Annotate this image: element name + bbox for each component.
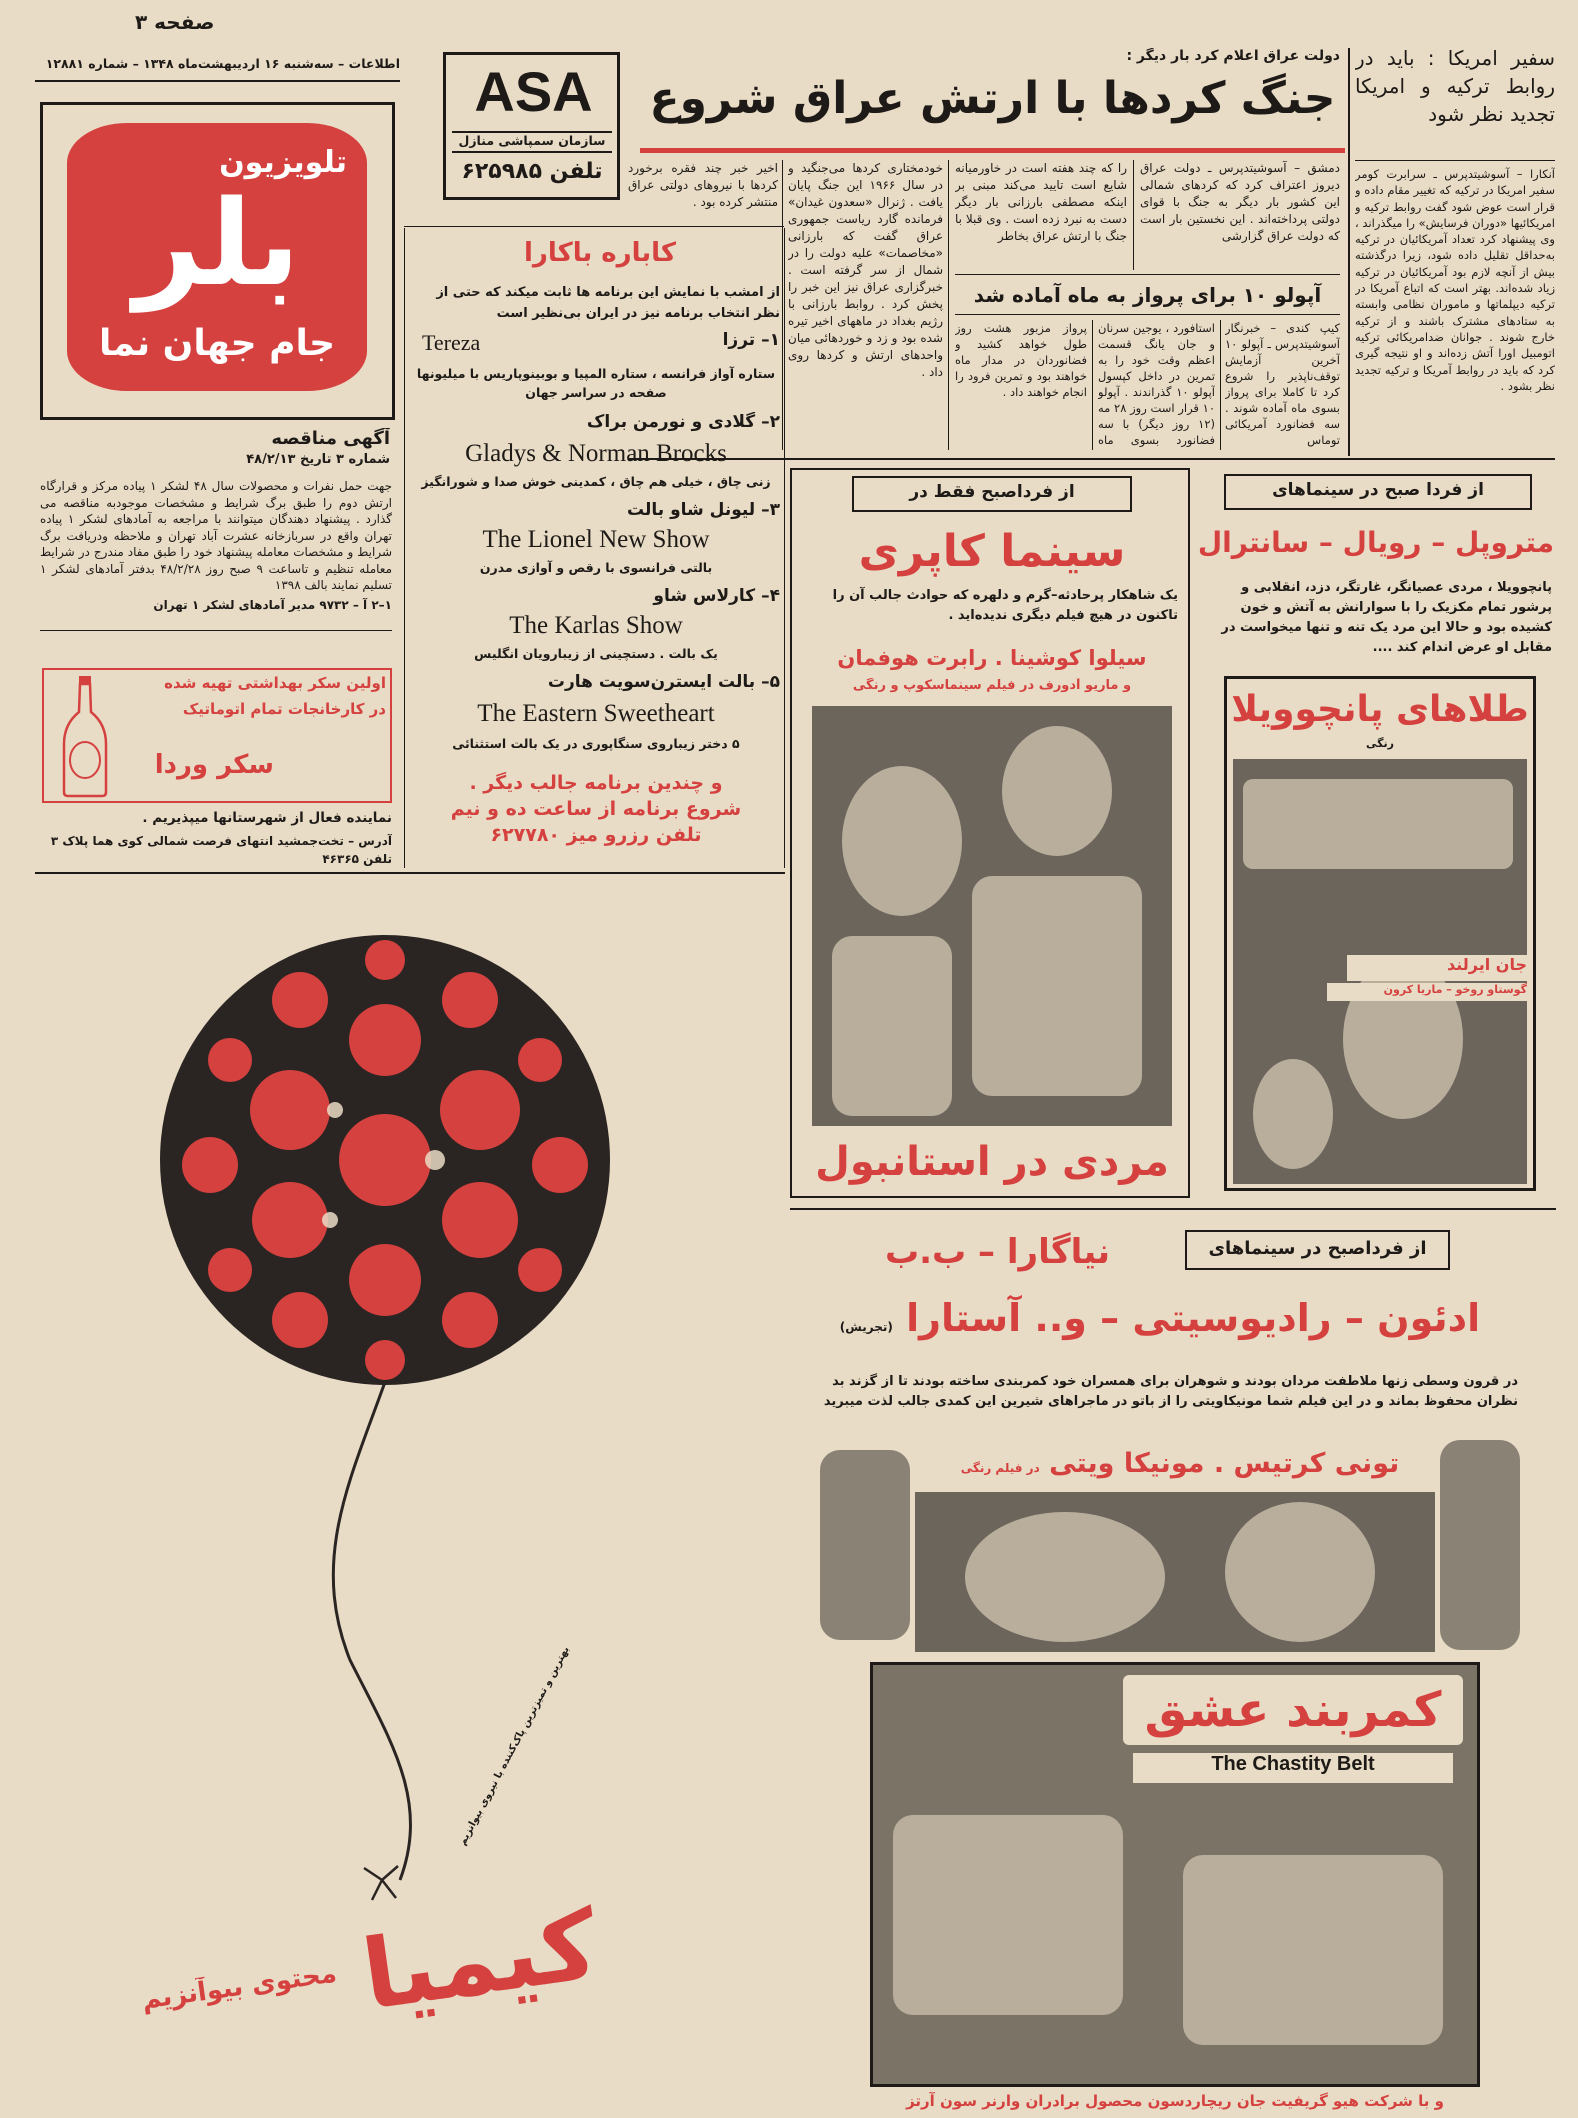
cabaret-act-5 — [412, 672, 780, 760]
asa-ad — [443, 52, 620, 200]
asa-phone: تلفن ۶۲۵۹۸۵ — [461, 159, 603, 184]
us-turkey-headline: سفیر امریکا : باید در روابط ترکیه و امریکا تجدید نظر شود — [1355, 46, 1555, 126]
metropol-poster — [1224, 676, 1536, 1191]
capri-header: از فرداصبح فقط در — [909, 482, 1075, 502]
act-1-en: Tereza — [422, 330, 481, 355]
niagara-side-figure-right — [1440, 1440, 1520, 1650]
niagara-desc: در قرون وسطی زنها ملاطفت مردان بودند و شوهران برای همسران خود کمربندی ساخته بودند تا از گزند بد نظران محفوظ بماند و در این فیلم شما مونیکاویتی را از باتو در ماجراهای شیرین این کمدی جالب لذت میبرید — [823, 1374, 1518, 1409]
page-label: صفحه ۳ — [135, 10, 215, 34]
apollo-col-1: کیپ کندی – خبرنگار آسوشیتدپرس ـ آپولو ۱۰ آخرین آزمایش توقف‌ناپذیر را شروع کرد تا کاملا برای پرواز بسوی ماه آماده شوند . سه فضانورد آمریکائی توماس — [1225, 321, 1340, 447]
cabaret-act-2 — [412, 412, 780, 496]
niagara-header: از فرداصبح در سینماهای — [1208, 1238, 1427, 1259]
metropol-film-title: طلاهای پانچوویلا — [1231, 689, 1529, 730]
act-5-fa: ۵– بالت ایسترن‌سویت هارت — [547, 672, 780, 692]
act-2-desc: زنی چاق ، خیلی هم چاق ، کمدینی خوش صدا و شورانگیز — [421, 474, 771, 489]
iraq-col-3: خودمختاری کردها می‌جنگید و در سال ۱۹۶۶ این جنگ پایان یافت . ژنرال «سعدون غیدان» فرمانده گارد ریاست جمهوری عراق گفت که بارزانی «مخاصمات» علیه دولت را در شمال از سر گرفته است . خبرگزاری عراق نیز این خبر را پخش کرد . روابط بارزانی با رژیم بغداد در ماههای اخیر تیره شده بود و زد و خوردهائی میان واحدهای ارتش و کردها روی داد . — [788, 161, 943, 379]
act-4-fa: ۴– کارلاس شاو — [653, 586, 780, 606]
iraq-kicker: دولت عراق اعلام کرد بار دیگر : — [1126, 48, 1340, 64]
niagara-header-box — [1185, 1230, 1450, 1270]
tender-body: جهت حمل نفرات و محصولات سال ۴۸ لشکر ۱ پیاده مرکز و قرارگاه ارتش دوم را طبق برگ شرایط و مشخصات موجودبه مناقصه می گذارد . پیشنهاد دهندگان میتوانند با مراجعه به آمادهای لشکر ۱ پیاده تهران واقع در سربازخانه عشرت آباد تهران و ملاحظه ودریافت برگ شرایط و مشخصات معامله پیشنهاد خود را طبق مفاد مندرج در شرایط معامله تنظیم و تاساعت ۹ صبح روز ۴۸/۲/۲۸ بدفتر آمادهای لشکر ۱ تسلیم نمایند بالف ۱۳۹۸ — [40, 479, 392, 592]
act-2-fa: ۲– گلادی و نورمن براک — [586, 412, 780, 432]
metropol-desc: پانچوویلا ، مردی عصیانگر، غارتگر، دزد، انقلابی و پرشور تمام مکزیک را با سوارانش به آتش و خون کشیده بود و حالا این مرد یک تنه و تنها میخواست در مقابل او عرض اندام کند .... — [1221, 580, 1552, 655]
soda-rep: نماینده فعال از شهرستانها میپذیریم . — [142, 810, 392, 826]
niagara-title-2 — [800, 1288, 1520, 1348]
soda-line-2: در کارخانجات تمام اتوماتیک — [182, 700, 386, 718]
asa-logo: ASA — [474, 60, 593, 123]
apollo-col-3: پرواز مزبور هشت روز طول خواهد کشید و فضانوردان در مدار ماه خواهند بود و تمرین فرود را انجام خواهند داد . — [955, 321, 1087, 399]
tender-title: آگهی مناقصه — [271, 428, 390, 449]
metropol-ad — [1196, 468, 1556, 1198]
bottle-icon — [58, 674, 112, 798]
tender-footer: ۱–۲ آ – ۹۷۳۲ مدیر آمادهای لشکر ۱ تهران — [153, 598, 392, 612]
soda-address: آدرس – تخت‌جمشید انتهای فرصت شمالی کوی هما پلاک ۳ تلفن ۴۶۳۶۵ — [50, 834, 392, 866]
niagara-title-1: نیاگارا – ب.ب — [884, 1232, 1111, 1272]
niagara-cast-names: تونی کرتیس . مونیکا ویتی — [1049, 1448, 1400, 1479]
capri-title: سینما کاپری — [858, 526, 1126, 577]
soda-bottle — [58, 674, 112, 798]
capri-poster-photo — [812, 706, 1172, 1126]
niagara-footer: و با شرکت هیو گریفیت جان ریچاردسون محصول برادران وارنر سون آرتز — [906, 2092, 1444, 2110]
kimia-tagline: محتوی بیوآنزیم — [140, 1958, 339, 2016]
us-turkey-body: آنکارا – آسوشیتدپرس ـ سرابرت کومر سفیر امریکا در ترکیه که تغییر مقام داده و قرار است عوض شود گفت روابط ترکیه و امریکائیها «دوران فرسایش» را میگذراند ، وی پیشنهاد کرد تعداد آمریکائیان در ترکیه به‌حداقل تقلیل داده شود، زیرا درگذشته بیش از آنچه لازم بود آمریکائیان در ترکیه زیاد شده‌اند. بهتر است که اتباع آمریکا در ترکیه دیپلماتها و ماموران نظامی وابسته به ستادهای مشترک باشند و از ترکیه خارج شوند . جوانان ضدامریکائی ترکیه اتومبیل اورا آتش زده‌اند و او نتیجه گیری کرد که باید در روابط آمریکا و ترکیه تجدید نظر بشود . — [1355, 167, 1555, 393]
soda-line-1: اولین سکر بهداشتی تهیه شده — [164, 674, 386, 692]
cabaret-intro: از امشب با نمایش این برنامه ها ثابت میکند که حتی از نظر انتخاب برنامه نیز در ایران بی‌نظیر است — [436, 285, 780, 321]
issue-line: اطلاعات – سه‌شنبه ۱۶ اردیبهشت‌ماه ۱۳۴۸ – شماره ۱۲۸۸۱ — [45, 56, 400, 71]
cabaret-title: کاباره باکارا — [523, 238, 677, 268]
act-1-fa: ۱– ترزا — [722, 330, 780, 350]
chastity-title-en: The Chastity Belt — [1133, 1753, 1453, 1783]
iraq-col-2: را که چند هفته است در خاورمیانه شایع است تایید می‌کند مبنی بر اینکه مصطفی بارزانی بار دیگر دست به نبرد زده است . وی قبلا با جنگ با ارتش عراق بخاطر — [955, 161, 1127, 243]
capri-header-box — [852, 476, 1132, 512]
cabaret-act-4 — [412, 586, 780, 668]
act-3-fa: ۳– لیونل شاو بالت — [627, 500, 780, 520]
asa-line: سازمان سمپاشی منازل — [452, 131, 612, 153]
cabaret-footer-3: تلفن رزرو میز ۶۲۷۷۸۰ — [490, 824, 702, 846]
act-5-en: The Eastern Sweetheart — [477, 700, 715, 727]
metropol-header-box — [1224, 474, 1532, 510]
act-4-en: The Karlas Show — [509, 612, 683, 639]
act-3-desc: بالتی فرانسوی با رقص و آوازی مدرن — [479, 560, 713, 575]
capri-ad — [790, 468, 1190, 1198]
act-3-en: The Lionel New Show — [482, 526, 710, 553]
cabaret-footer-1: و چندین برنامه جالب دیگر . — [469, 772, 723, 794]
soda-ad — [42, 668, 392, 803]
niagara-title-2-note: (تجریش) — [839, 1320, 893, 1334]
soda-brand: سکر وردا — [154, 750, 274, 780]
act-4-desc: یک بالت . دستچینی از زیبارویان انگلیس — [474, 646, 718, 661]
cabaret-act-3 — [412, 500, 780, 582]
apollo-col-2: استافورد ، یوجین سرنان و جان یانگ قسمت اعظم وقت خود را به تمرین در داخل کپسول آپولو ۱۰ گذراندند . آپولو ۱۰ قرار است روز ۲۸ مه (۱۲ روز دیگر) با سه فضانورد بسوی ماه — [1098, 321, 1215, 447]
niagara-still-photo — [915, 1492, 1435, 1652]
cabaret-act-1 — [412, 330, 780, 410]
chastity-title-fa: کمربند عشق — [1123, 1675, 1463, 1745]
metropol-color: رنگی — [1366, 737, 1394, 750]
apollo-headline: آپولو ۱۰ برای پرواز به ماه آماده شد — [973, 283, 1322, 307]
tv-brand: بلر — [134, 174, 300, 312]
capri-cast: سیلوا کوشینا . رابرت هوفمان — [837, 646, 1147, 670]
capri-desc: یک شاهکار پرحادثه–گرم و دلهره که حوادث جالب آن را تاکنون در هیچ فیلم دیگری ندیده‌اید . — [832, 588, 1178, 623]
tv-slogan: جام جهان نما — [98, 323, 336, 364]
tv-ad — [40, 102, 395, 420]
niagara-side-figure-left — [820, 1450, 910, 1640]
niagara-cast-note: در فیلم رنگی — [960, 1461, 1040, 1475]
act-2-en: Gladys & Norman Brocks — [465, 440, 727, 467]
capri-film-title: مردی در استانبول — [815, 1139, 1169, 1185]
chastity-poster — [870, 1662, 1480, 2087]
tv-screen — [67, 123, 367, 391]
kimia-string-text: بهترین و تمیزترین پاک‌کننده با نیروی بیوآنزیم — [457, 1644, 572, 1848]
iraq-headline: جنگ کردها با ارتش عراق شروع — [649, 73, 1336, 124]
metropol-cast: جان ایرلند — [1347, 955, 1527, 981]
capri-extra: و ماریو آدورف در فیلم سینماسکوپ و رنگی — [852, 678, 1132, 693]
niagara-title-2-text: ادئون – رادیوسیتی – و.. آستارا — [906, 1296, 1481, 1340]
iraq-col-1: دمشق – آسوشیتدپرس ـ دولت عراق دیروز اعتراف کرد که کردهای شمالی این کشور بار دیگر به جنگ با قوای دولتی پرداخته‌اند . این نخستین بار است که دولت عراق گزارشی — [1140, 161, 1340, 243]
iraq-col-4: اخیر خبر چند فقره برخورد کردها با نیروهای دولتی عراق منتشر کرده بود . — [628, 161, 778, 209]
metropol-cast-2: گوستاو روخو – ماریا کرون — [1327, 983, 1527, 1001]
act-1-desc: ستاره آواز فرانسه ، ستاره المپیا و بوبینوپاریس با میلیونها صفحه در سراسر جهان — [416, 366, 776, 400]
tender-number: شماره ۳ تاریخ ۴۸/۲/۱۳ — [246, 452, 390, 467]
kimia-brand: کیمیا — [356, 1888, 604, 2032]
tv-label: تلویزیون — [219, 145, 347, 180]
act-5-desc: ۵ دختر زیباروی سنگاپوری در یک بالت استثنائی — [452, 736, 740, 751]
metropol-header: از فردا صبح در سینماهای — [1272, 480, 1484, 500]
cabaret-footer-2: شروع برنامه از ساعت ده و نیم — [450, 798, 742, 820]
metropol-title: متروپل – رویال – سانترال — [1197, 526, 1555, 559]
niagara-cast — [920, 1448, 1440, 1488]
